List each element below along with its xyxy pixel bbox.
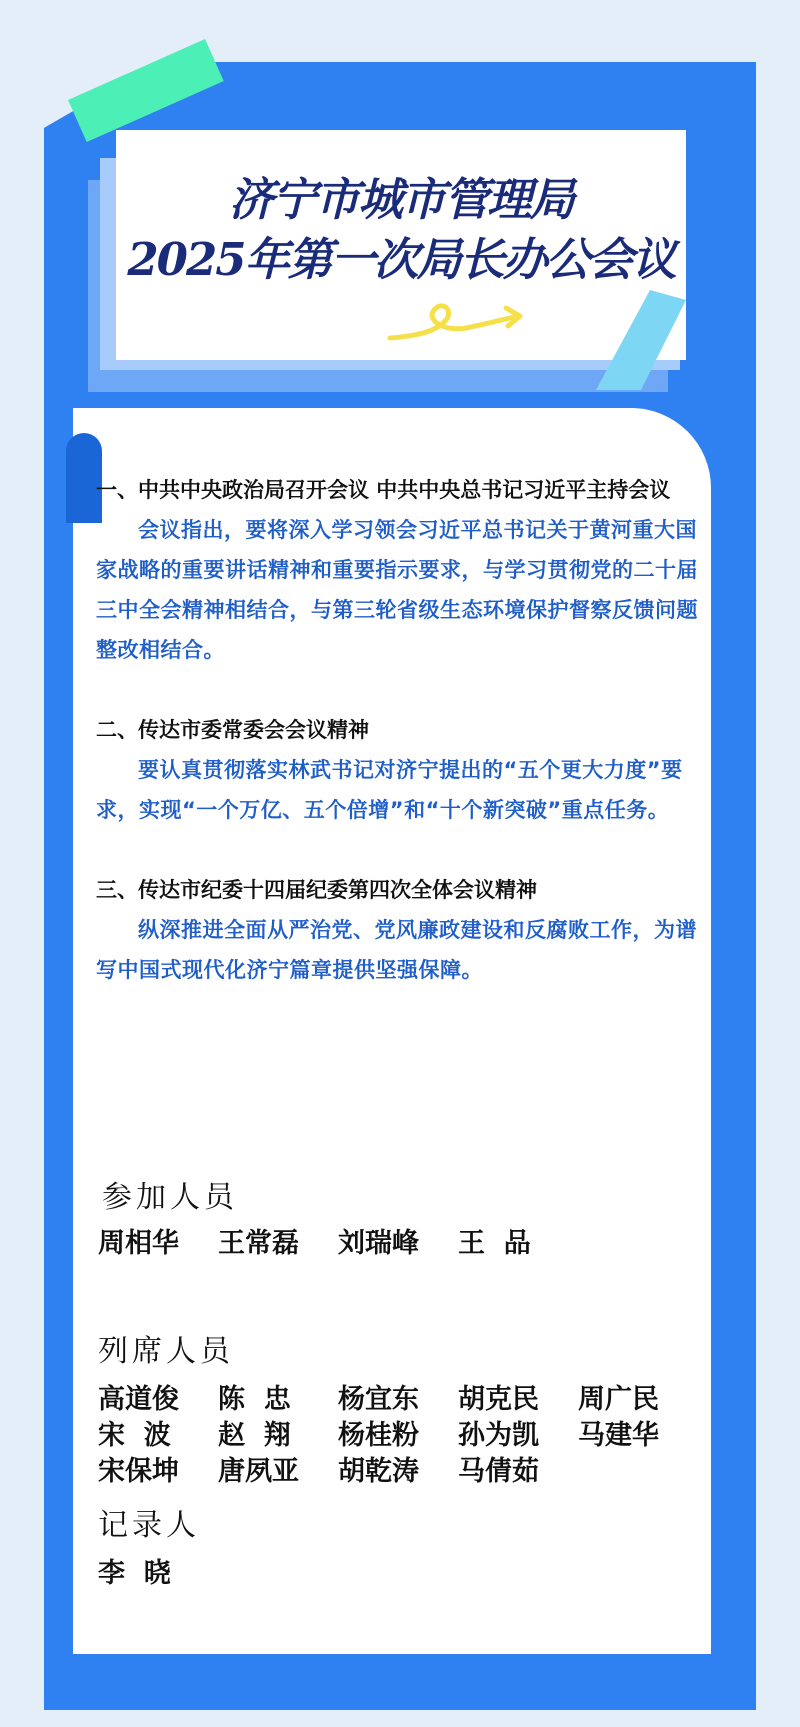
section-heading: 二、传达市委常委会会议精神	[96, 718, 369, 742]
title-line-2: 2025年第一次局长办公会议	[127, 233, 675, 286]
non-voting-name: 孙为凯	[458, 1420, 539, 1451]
non-voting-name: 马倩茹	[458, 1456, 539, 1487]
attendee-name: 刘瑞峰	[338, 1228, 419, 1259]
section-body: 纵深推进全面从严治党、党风廉政建设和反腐败工作，为谱写中国式现代化济宁篇章提供坚强保障。	[96, 918, 697, 982]
non-voting-row	[98, 1454, 698, 1490]
non-voting-name: 唐夙亚	[218, 1456, 299, 1487]
non-voting-name: 周广民	[578, 1384, 659, 1415]
non-voting-name: 陈 忠	[218, 1384, 291, 1415]
section-1	[96, 470, 698, 670]
non-voting-name: 宋 波	[98, 1420, 171, 1451]
non-voting-row	[98, 1382, 698, 1418]
non-voting-name: 马建华	[578, 1420, 659, 1451]
non-voting-row	[98, 1418, 698, 1454]
recorder-name: 李 晓	[98, 1558, 171, 1589]
recorder-names	[98, 1556, 698, 1592]
section-body: 要认真贯彻落实林武书记对济宁提出的“五个更大力度”要求，实现“一个万亿、五个倍增”和“十个新突破”重点任务。	[96, 758, 683, 822]
non-voting-name: 杨宜东	[338, 1384, 419, 1415]
recorder-block	[98, 1500, 698, 1592]
section-3	[96, 870, 698, 990]
title-line-1: 济宁市城市管理局	[228, 173, 573, 226]
attendee-name: 王常磊	[218, 1228, 299, 1259]
page-title	[116, 170, 686, 290]
attendee-name: 王 品	[458, 1228, 531, 1259]
non-voting-label: 列席人员	[98, 1334, 234, 1369]
meeting-sections	[96, 470, 698, 1030]
section-body: 会议指出，要将深入学习领会习近平总书记关于黄河重大国家战略的重要讲话精神和重要指示要求，与学习贯彻党的二十届三中全会精神相结合，与第三轮省级生态环境保护督察反馈问题整改相结合。	[96, 518, 698, 662]
recorder-label: 记录人	[98, 1508, 200, 1543]
attendees-label: 参加人员	[102, 1180, 238, 1215]
non-voting-block	[98, 1326, 698, 1490]
non-voting-name: 高道俊	[98, 1384, 179, 1415]
non-voting-name: 杨桂粉	[338, 1420, 419, 1451]
non-voting-name: 胡克民	[458, 1384, 539, 1415]
non-voting-name: 赵 翔	[218, 1420, 291, 1451]
section-heading: 三、传达市纪委十四届纪委第四次全体会议精神	[96, 878, 537, 902]
squiggle-arrow-icon	[386, 298, 526, 346]
section-heading: 一、中共中央政治局召开会议 中共中央总书记习近平主持会议	[96, 478, 671, 502]
section-2	[96, 710, 698, 830]
non-voting-name: 胡乾涛	[338, 1456, 419, 1487]
attendees-names	[98, 1226, 698, 1262]
non-voting-name: 宋保坤	[98, 1456, 179, 1487]
attendees-block	[98, 1172, 698, 1262]
attendee-name: 周相华	[98, 1228, 179, 1259]
